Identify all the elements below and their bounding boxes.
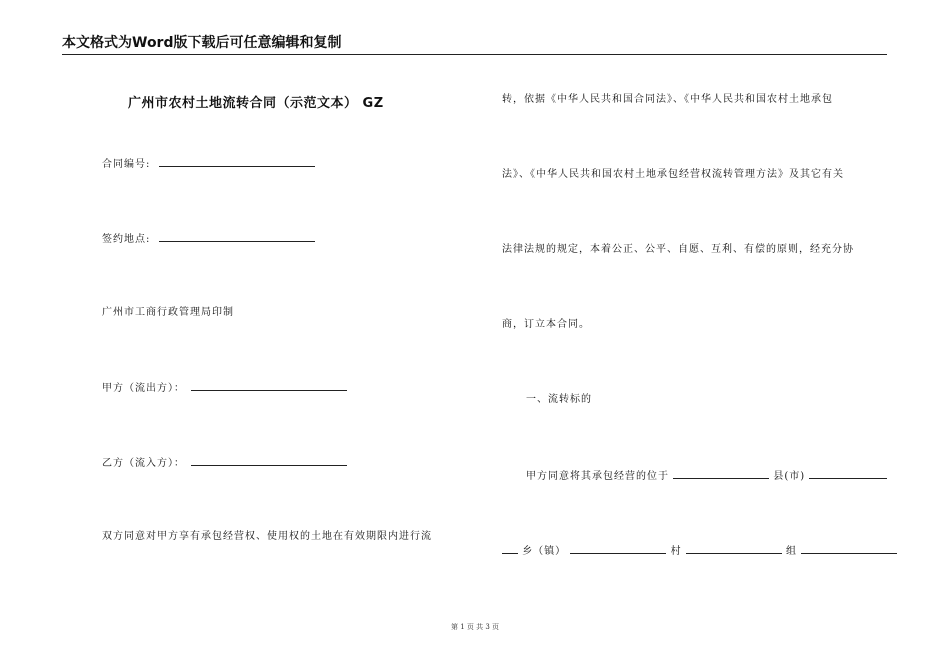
paragraph-line-2: 法》、《中华人民共和国农村土地承包经营权流转管理方法》及其它有关 (502, 169, 844, 180)
party-b-row (102, 455, 347, 471)
location-prefix: 甲方同意将其承包经营的位于 (526, 471, 669, 482)
township-label: 乡（镇） (522, 546, 567, 557)
party-a-row (102, 380, 347, 396)
party-b-blank (191, 455, 347, 466)
contract-title: 广州市农村土地流转合同（示范文本） GZ (128, 96, 384, 111)
location-row-2 (502, 543, 897, 559)
group-blank (801, 543, 897, 554)
sign-place-label: 签约地点: (102, 234, 151, 245)
location-blank-1 (673, 468, 769, 479)
document-header (62, 34, 887, 55)
village-label: 村 (670, 546, 682, 557)
paragraph-line-4: 商，订立本合同。 (502, 319, 590, 330)
group-label: 组 (785, 546, 797, 557)
county-label: 县(市) (773, 471, 806, 482)
section-heading-1: 一、流转标的 (526, 394, 592, 405)
party-a-blank (191, 380, 347, 391)
printed-by: 广州市工商行政管理局印制 (102, 307, 234, 318)
agreement-line: 双方同意对甲方享有承包经营权、使用权的土地在有效期限内进行流 (102, 531, 432, 542)
party-a-label: 甲方（流出方）： (102, 383, 185, 394)
party-b-label: 乙方（流入方）： (102, 458, 185, 469)
sign-place-row (102, 231, 315, 247)
county-blank (809, 468, 887, 479)
lead-blank (502, 543, 518, 554)
contract-number-blank (159, 156, 315, 167)
township-blank (570, 543, 666, 554)
paragraph-line-1: 转，依据《中华人民共和国合同法》、《中华人民共和国农村土地承包 (502, 94, 833, 105)
page-footer: 第 1 页 共 3 页 (450, 623, 500, 631)
location-row (526, 468, 887, 484)
village-blank (686, 543, 782, 554)
sign-place-blank (159, 231, 315, 242)
contract-number-row (102, 156, 315, 172)
paragraph-line-3: 法律法规的规定，本着公正、公平、自愿、互利、有偿的原则，经充分协 (502, 244, 854, 255)
header-text: 本文格式为Word版下载后可任意编辑和复制 (62, 35, 342, 51)
contract-number-label: 合同编号: (102, 159, 151, 170)
